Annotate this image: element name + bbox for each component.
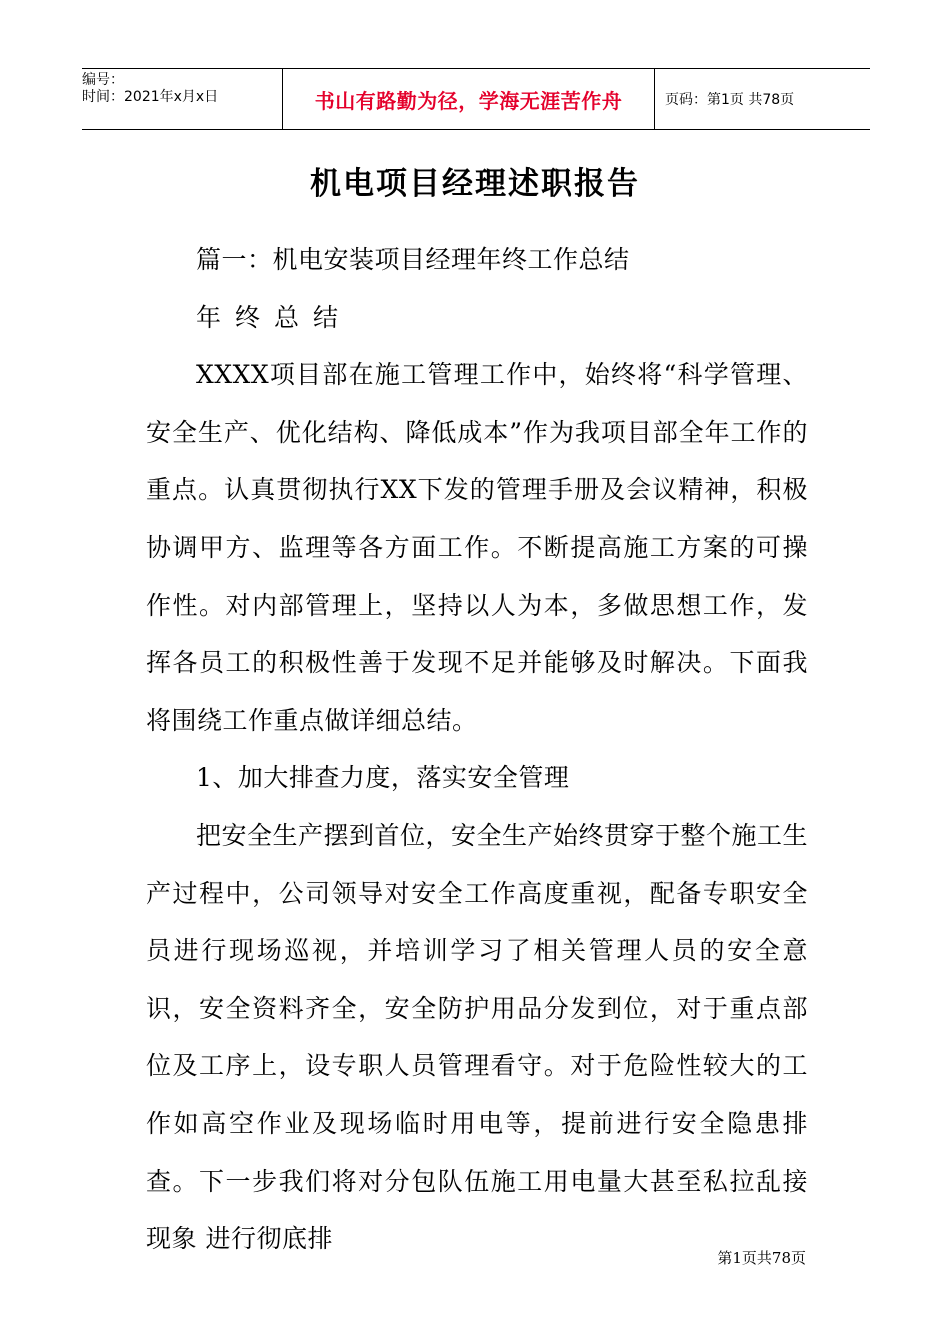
header-page-info: 页码：第1页 共78页 [665,92,795,108]
document-title: 机电项目经理述职报告 [310,166,640,202]
header-meta [82,69,282,129]
page-header [82,68,870,130]
subsection-heading: 年终总结 [196,302,353,332]
body-paragraph: 把安全生产摆到首位，安全生产始终贯穿于整个施工生产过程中，公司领导对安全工作高度重视，配备专职安全员进行现场巡视，并培训学习了相关管理人员的安全意识，安全资料齐全，安全防护用品分发到位，对于重点部位及工序上，设专职人员管理看守。对于危险性较大的工作如高空作业及现场临时用电等，提前进行安全隐患排查。下一步我们将对分包队伍施工用电量大甚至私拉乱接现象 进行彻底排 [146,820,809,1254]
document-body [146,231,808,1268]
numbered-heading: 1、加大排查力度，落实安全管理 [196,763,570,793]
header-motto: 书山有路勤为径，学海无涯苦作舟 [282,69,655,129]
document-time-label: 时间：2021年x月x日 [82,89,219,105]
section-heading: 篇一：机电安装项目经理年终工作总结 [196,245,630,274]
document-number-label: 编号： [82,72,124,88]
page-footer: 第1页共78页 [717,1249,806,1267]
body-paragraph: XXXX项目部在施工管理工作中，始终将“科学管理、安全生产、优化结构、降低成本”作为我项目部全年工作的重点。认真贯彻执行XX下发的管理手册及会议精神，积极协调甲方、监理等各方面工作。不断提高施工方案的可操作性。对内部管理上，坚持以人为本，多做思想工作，发挥各员工的积极性善于发现不足并能够及时解决。下面我将围绕工作重点做详细总结。 [146,360,808,735]
